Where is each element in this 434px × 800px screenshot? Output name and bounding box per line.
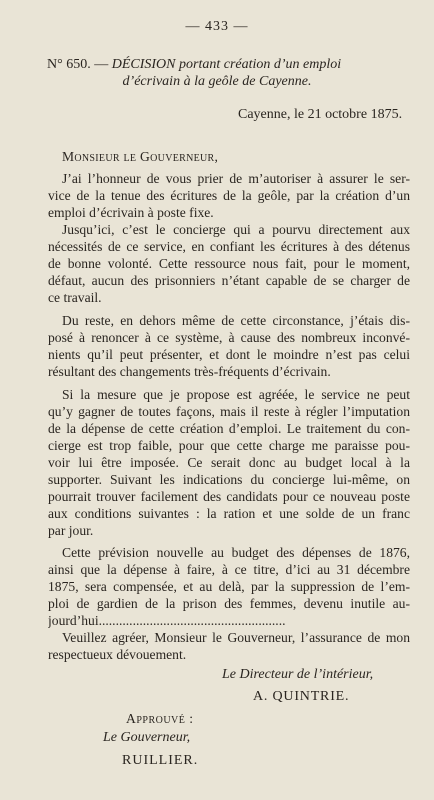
approval-name: RUILLIER.: [122, 753, 199, 768]
body-line: vice de la tenue des écritures de la geôle, par la création d’un: [48, 188, 410, 203]
decision-title-line1: [47, 58, 341, 72]
body-line: défaut, aucun des prisonniers n’étant capable de se charger de: [48, 273, 410, 288]
decision-word: DÉCISION: [111, 57, 176, 72]
approval-role: Le Gouverneur,: [103, 730, 191, 745]
body-line: respectueux dévouement.: [48, 647, 187, 662]
body-line: de la dépense de cette création d’emploi. Le traitement du con-: [48, 421, 410, 436]
body-line: ploi de gardien de la prison des femmes, devenu inutile au-: [48, 596, 410, 611]
decision-title-rest: portant création d’un emploi: [179, 57, 342, 72]
body-line: Cette prévision nouvelle au budget des dépenses de 1876,: [62, 545, 410, 560]
body-line: Si la mesure que je propose est agréée, le service ne peut: [62, 387, 410, 402]
letter-date: Cayenne, le 21 octobre 1875.: [238, 107, 403, 122]
body-line: Du reste, en dehors même de cette circonstance, j’étais dis-: [62, 313, 410, 328]
body-line: qu’y gagner de toutes façons, mais il reste à régler l’imputation: [48, 404, 410, 419]
decision-title-line2: d’écrivain à la geôle de Cayenne.: [122, 74, 312, 89]
signatory-name: A. QUINTRIE.: [253, 689, 350, 704]
body-line: 1875, sera compensée, et au delà, par la suppression de l’em-: [48, 579, 410, 594]
approval-label: Approuvé :: [126, 711, 194, 726]
body-line: aux conditions suivantes : la ration et une solde de un franc: [48, 506, 410, 521]
body-line: de bonne volonté. Cette ressource nous fait, pour le moment,: [48, 256, 410, 271]
salutation: Monsieur le Gouverneur,: [62, 149, 219, 164]
body-line: voir lui être imposée. Ce serait donc au budget local à la: [48, 455, 410, 470]
body-line: par jour.: [48, 523, 94, 538]
body-line: nients qu’il peut présenter, et dont le moindre n’est pas celui: [48, 347, 410, 362]
page-number: — 433 —: [185, 19, 249, 34]
body-line: Jusqu’ici, c’est le concierge qui a pourvu directement aux: [62, 222, 410, 237]
body-line: résultant des changements très-fréquents d’écrivain.: [48, 364, 331, 379]
signatory-title: Le Directeur de l’intérieur,: [222, 667, 374, 682]
body-line: jourd’hui.......................................................: [48, 614, 286, 628]
body-line: posé à renoncer à ce système, à cause des nombreux inconvé-: [48, 330, 410, 345]
body-line: emploi d’écrivain à poste fixe.: [48, 205, 214, 220]
body-line: ainsi que la dépense à faire, à ce titre, d’ici au 31 décembre: [48, 562, 410, 577]
body-line: cierge est trop faible, pour que cette charge me paraisse pou-: [48, 438, 410, 453]
body-line: pourrait trouver facilement des candidats pour ce nouveau poste: [48, 489, 410, 504]
body-line: J’ai l’honneur de vous prier de m’autoriser à assurer le ser-: [62, 171, 410, 186]
body-line: nécessités de ce service, en confiant les écritures à des détenus: [48, 239, 410, 254]
body-line: ce travail.: [48, 290, 102, 305]
body-line: Veuillez agréer, Monsieur le Gouverneur, l’assurance de mon: [62, 630, 410, 645]
body-line: supporter. Suivant les indications du concierge lui-même, on: [48, 472, 410, 487]
title-dash: —: [94, 57, 109, 72]
decision-number: N° 650.: [47, 57, 91, 72]
